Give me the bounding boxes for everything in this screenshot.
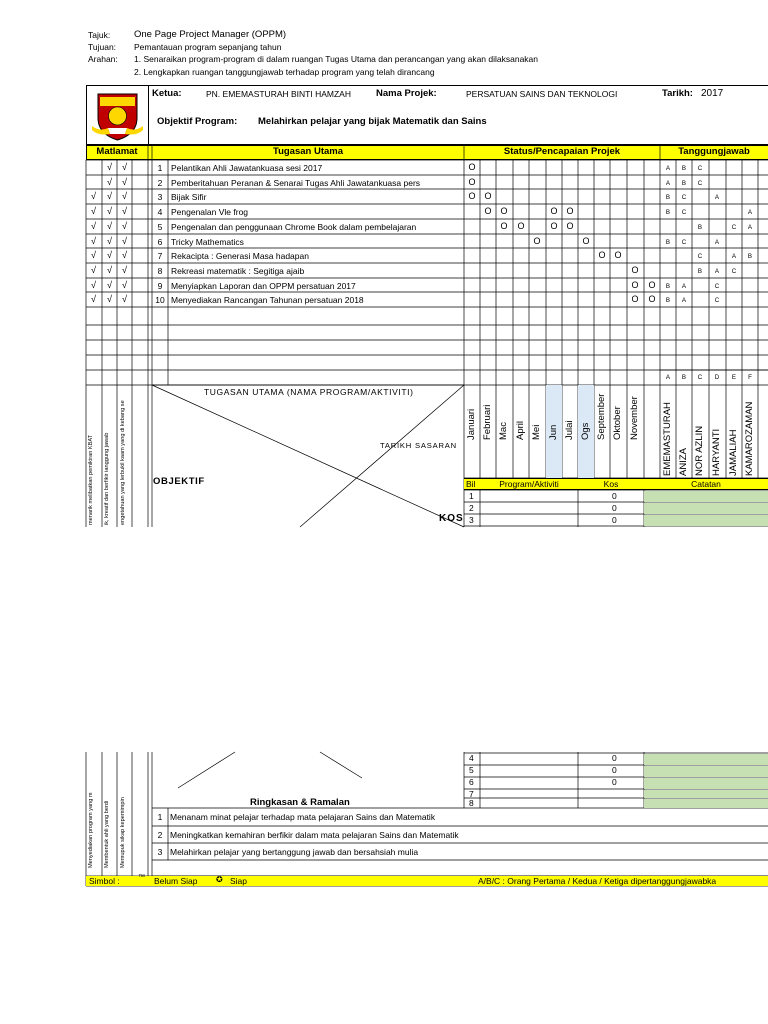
- matlamat-tick: √: [106, 162, 113, 173]
- responsibility-letter: B: [665, 297, 671, 304]
- matlamat-tick: √: [106, 191, 113, 202]
- tugasan-header: Tugasan Utama: [272, 146, 344, 157]
- objective-vertical-3: engetahuan yang lerbukil kaam yang di kebang se: [120, 400, 126, 525]
- matlamat-tick: √: [121, 221, 128, 232]
- matlamat-tick: √: [121, 250, 128, 261]
- cost-value: 0: [612, 765, 617, 775]
- matlamat-tick: √: [90, 294, 97, 305]
- cost-bil: 2: [469, 503, 474, 513]
- status-mark: O: [500, 221, 508, 231]
- cost-header-catatan: Catatan: [691, 479, 721, 489]
- responsibility-letter: A: [665, 165, 671, 172]
- responsibility-letter: A: [714, 239, 720, 246]
- task-number: 3: [157, 192, 163, 202]
- task-name: Menyediakan Rancangan Tahunan persatuan 2018: [171, 295, 364, 305]
- responsibility-letter: C: [681, 209, 687, 216]
- responsibility-letter: B: [681, 165, 687, 172]
- responsibility-column-letter: E: [731, 374, 737, 381]
- cost-bil: 7: [469, 789, 474, 799]
- ketua-value: PN. EMEMASTURAH BINTI HAMZAH: [206, 89, 351, 99]
- responsibility-letter: B: [697, 224, 703, 231]
- responsibility-column-letter: A: [665, 374, 671, 381]
- month-label: April: [515, 420, 526, 440]
- ringkasan-caption: Ringkasan & Ramalan: [250, 797, 350, 808]
- responsibility-letter: A: [747, 209, 753, 216]
- responsibility-letter: C: [697, 253, 703, 260]
- cost-bil: 8: [469, 798, 474, 808]
- responsibility-letter: B: [665, 209, 671, 216]
- task-name: Rekacipta : Generasi Masa hadapan: [171, 251, 309, 261]
- tajuk-value: One Page Project Manager (OPPM): [134, 29, 287, 40]
- matlamat-header: Matlamat: [96, 146, 138, 157]
- person-label: KAMAROZAMAN: [744, 401, 755, 476]
- status-mark: O: [648, 280, 656, 290]
- matlamat-tick: √: [121, 177, 128, 188]
- month-label: Februari: [482, 404, 493, 440]
- status-mark: O: [550, 206, 558, 216]
- month-label: Mei: [531, 424, 542, 440]
- responsibility-letter: C: [731, 268, 737, 275]
- tujuan-value: Pemantauan program sepanjang tahun: [134, 42, 282, 52]
- legend-siap: Siap: [230, 876, 248, 886]
- nama-projek-value: PERSATUAN SAINS DAN TEKNOLOGI: [466, 89, 618, 99]
- task-name: Tricky Mathematics: [171, 237, 244, 247]
- responsibility-letter: B: [665, 283, 671, 290]
- objektif-caption: OBJEKTIF: [153, 476, 205, 487]
- task-number: 4: [157, 207, 163, 217]
- matlamat-tick: √: [90, 191, 97, 202]
- status-mark: O: [631, 280, 639, 290]
- catatan-cell: [644, 491, 768, 502]
- tarikh-sasaran-caption: TARIKH SASARAN: [380, 441, 457, 450]
- status-mark: O: [500, 206, 508, 216]
- task-name: Bijak Sifir: [171, 192, 207, 202]
- tarikh-label: Tarikh:: [662, 88, 693, 99]
- status-mark: O: [517, 221, 525, 231]
- cost-value: 0: [612, 753, 617, 763]
- month-label: Mac: [498, 422, 509, 440]
- status-mark: O: [631, 265, 639, 275]
- person-label: EMEMASTURAH: [662, 402, 673, 476]
- kos-caption: KOS: [439, 513, 464, 524]
- status-mark: O: [598, 250, 606, 260]
- cost-header-kos: Kos: [603, 479, 619, 489]
- responsibility-letter: A: [731, 253, 737, 260]
- matlamat-tick: √: [106, 206, 113, 217]
- task-name: Pengenalan dan penggunaan Chrome Book dalam pembelajaran: [171, 222, 417, 232]
- objective-vertical-4: Menyediakan program yang m: [88, 792, 94, 868]
- legend-belum-siap: Belum Siap: [154, 876, 198, 886]
- catatan-cell: [644, 515, 768, 526]
- task-number: 2: [157, 178, 163, 188]
- responsibility-column-letter: F: [748, 374, 752, 381]
- cost-value: 0: [612, 491, 617, 501]
- matlamat-tick: √: [106, 294, 113, 305]
- responsibility-column-letter: C: [697, 374, 703, 381]
- status-mark: O: [484, 206, 492, 216]
- responsibility-letter: C: [697, 180, 703, 187]
- matlamat-tick: √: [90, 206, 97, 217]
- month-label: Januari: [466, 408, 477, 440]
- cost-bil: 1: [469, 491, 474, 501]
- responsibility-letter: A: [681, 297, 687, 304]
- matlamat-tick: √: [90, 250, 97, 261]
- matlamat-tick: √: [90, 265, 97, 276]
- responsibility-letter: C: [697, 165, 703, 172]
- status-mark: O: [631, 294, 639, 304]
- month-label: Ogs: [580, 422, 591, 440]
- responsibility-letter: C: [714, 297, 720, 304]
- cost-bil: 5: [469, 765, 474, 775]
- objective-vertical-2: ik, kreatif dan berfikir ianggung jawab: [104, 432, 110, 525]
- matlamat-tick: √: [121, 280, 128, 291]
- matlamat-tick: √: [121, 191, 128, 202]
- arahan-label: Arahan:: [88, 54, 118, 64]
- matlamat-tick: √: [106, 250, 113, 261]
- ketua-label: Ketua:: [152, 88, 182, 99]
- task-number: 6: [157, 237, 163, 247]
- matlamat-tick: √: [106, 265, 113, 276]
- cost-value: 0: [612, 777, 617, 787]
- matlamat-tick: √: [106, 177, 113, 188]
- status-mark: O: [468, 162, 476, 172]
- task-number: 7: [157, 251, 163, 261]
- status-mark: O: [566, 221, 574, 231]
- catatan-cell: [644, 778, 768, 789]
- task-number: 1: [157, 163, 163, 173]
- legend-tm-icon: ™: [138, 874, 145, 881]
- responsibility-letter: B: [697, 268, 703, 275]
- matlamat-tick: √: [90, 236, 97, 247]
- responsibility-letter: A: [681, 283, 687, 290]
- cost-header-program: Program/Aktiviti: [499, 479, 559, 489]
- status-mark: O: [468, 177, 476, 187]
- cost-bil: 6: [469, 777, 474, 787]
- status-mark: O: [468, 191, 476, 201]
- matlamat-tick: √: [90, 221, 97, 232]
- objective-vertical-1: menarik melibatkan pemikiran KBAT: [88, 434, 94, 525]
- catatan-cell: [644, 799, 768, 808]
- task-name: Pengenalan Vle frog: [171, 207, 249, 217]
- task-number: 8: [157, 266, 163, 276]
- responsibility-letter: A: [665, 180, 671, 187]
- responsibility-letter: B: [681, 180, 687, 187]
- summary-text: Meningkatkan kemahiran berfikir dalam mata pelajaran Sains dan Matematik: [170, 830, 459, 840]
- responsibility-column-letter: B: [681, 374, 687, 381]
- status-mark: O: [582, 236, 590, 246]
- month-label: Jun: [548, 424, 559, 440]
- matlamat-tick: √: [121, 206, 128, 217]
- person-label: HARYANTI: [711, 428, 722, 476]
- tarikh-value: 2017: [701, 88, 724, 99]
- status-mark: O: [614, 250, 622, 260]
- person-label: ANIZA: [678, 448, 689, 476]
- responsibility-letter: B: [665, 239, 671, 246]
- responsibility-column-letter: D: [714, 374, 720, 381]
- objektif-program-value: Melahirkan pelajar yang bijak Matematik dan Sains: [258, 116, 487, 127]
- responsibility-letter: C: [731, 224, 737, 231]
- month-label: September: [596, 393, 607, 440]
- nama-projek-label: Nama Projek:: [376, 88, 437, 99]
- task-name: Pemberitahuan Peranan & Senarai Tugas Ahli Jawatankuasa pers: [171, 178, 421, 188]
- catatan-cell: [644, 766, 768, 777]
- month-label: Oktober: [612, 406, 623, 440]
- cost-bil: 3: [469, 515, 474, 525]
- matlamat-tick: √: [121, 265, 128, 276]
- responsibility-letter: B: [665, 194, 671, 201]
- task-name: Pelantikan Ahli Jawatankuasa sesi 2017: [171, 163, 323, 173]
- cost-header-bil: Bil: [466, 479, 476, 489]
- objective-vertical-5: Membentuk ahli yang berdi: [104, 800, 110, 868]
- matlamat-tick: √: [90, 280, 97, 291]
- matlamat-tick: √: [106, 221, 113, 232]
- matlamat-tick: √: [121, 294, 128, 305]
- cost-value: 0: [612, 503, 617, 513]
- catatan-cell: [644, 503, 768, 514]
- summary-text: Melahirkan pelajar yang bertanggung jawab dan bersahsiah mulia: [170, 847, 419, 857]
- responsibility-letter: A: [714, 194, 720, 201]
- task-name: Rekreasi matematik : Segitiga ajaib: [171, 266, 305, 276]
- status-mark: O: [484, 191, 492, 201]
- matlamat-tick: √: [106, 280, 113, 291]
- summary-number: 3: [157, 847, 163, 857]
- task-number: 10: [155, 295, 165, 305]
- tajuk-label: Tajuk:: [88, 30, 111, 40]
- month-label: Julai: [564, 420, 575, 440]
- arahan-2: 2. Lengkapkan ruangan tanggungjawab terhadap program yang telah dirancang: [134, 67, 435, 77]
- arahan-1: 1. Senaraikan program-program di dalam ruangan Tugas Utama dan perancangan yang akan dilaksanakan: [134, 54, 539, 64]
- matlamat-tick: √: [121, 236, 128, 247]
- tanggungjawab-header: Tanggungjawab: [678, 146, 750, 157]
- tujuan-label: Tujuan:: [88, 42, 117, 52]
- responsibility-letter: C: [681, 194, 687, 201]
- task-number: 9: [157, 281, 163, 291]
- summary-number: 2: [157, 830, 163, 840]
- cost-bil: 4: [469, 753, 474, 763]
- objektif-program-label: Objektif Program:: [157, 116, 238, 127]
- responsibility-letter: B: [747, 253, 753, 260]
- person-label: JAMALIAH: [728, 429, 739, 476]
- task-number: 5: [157, 222, 163, 232]
- responsibility-letter: A: [747, 224, 753, 231]
- month-label: November: [629, 396, 640, 440]
- catatan-cell: [644, 790, 768, 798]
- legend-siap-icon: ✪: [216, 875, 223, 884]
- tugasan-utama-caption: TUGASAN UTAMA (NAMA PROGRAM/AKTIVITI): [204, 387, 414, 397]
- responsibility-letter: C: [681, 239, 687, 246]
- legend-simbol: Simbol :: [89, 876, 120, 886]
- responsibility-letter: C: [714, 283, 720, 290]
- matlamat-tick: √: [121, 162, 128, 173]
- status-header: Status/Pencapaian Projek: [503, 146, 621, 157]
- summary-text: Menanam minat pelajar terhadap mata pelajaran Sains dan Matematik: [170, 812, 436, 822]
- legend-abc: A/B/C : Orang Pertama / Kedua / Ketiga dipertanggungjawabka: [478, 876, 717, 886]
- cost-value: 0: [612, 515, 617, 525]
- status-mark: O: [533, 236, 541, 246]
- objective-vertical-6: Memupuk sikap kepemimpin: [120, 797, 126, 868]
- responsibility-letter: A: [714, 268, 720, 275]
- person-label: NOR AZLIN: [694, 425, 705, 476]
- status-mark: O: [550, 221, 558, 231]
- matlamat-tick: √: [106, 236, 113, 247]
- task-name: Menyiapkan Laporan dan OPPM persatuan 2017: [171, 281, 356, 291]
- status-mark: O: [566, 206, 574, 216]
- catatan-cell: [644, 754, 768, 765]
- status-mark: O: [648, 294, 656, 304]
- summary-number: 1: [157, 812, 163, 822]
